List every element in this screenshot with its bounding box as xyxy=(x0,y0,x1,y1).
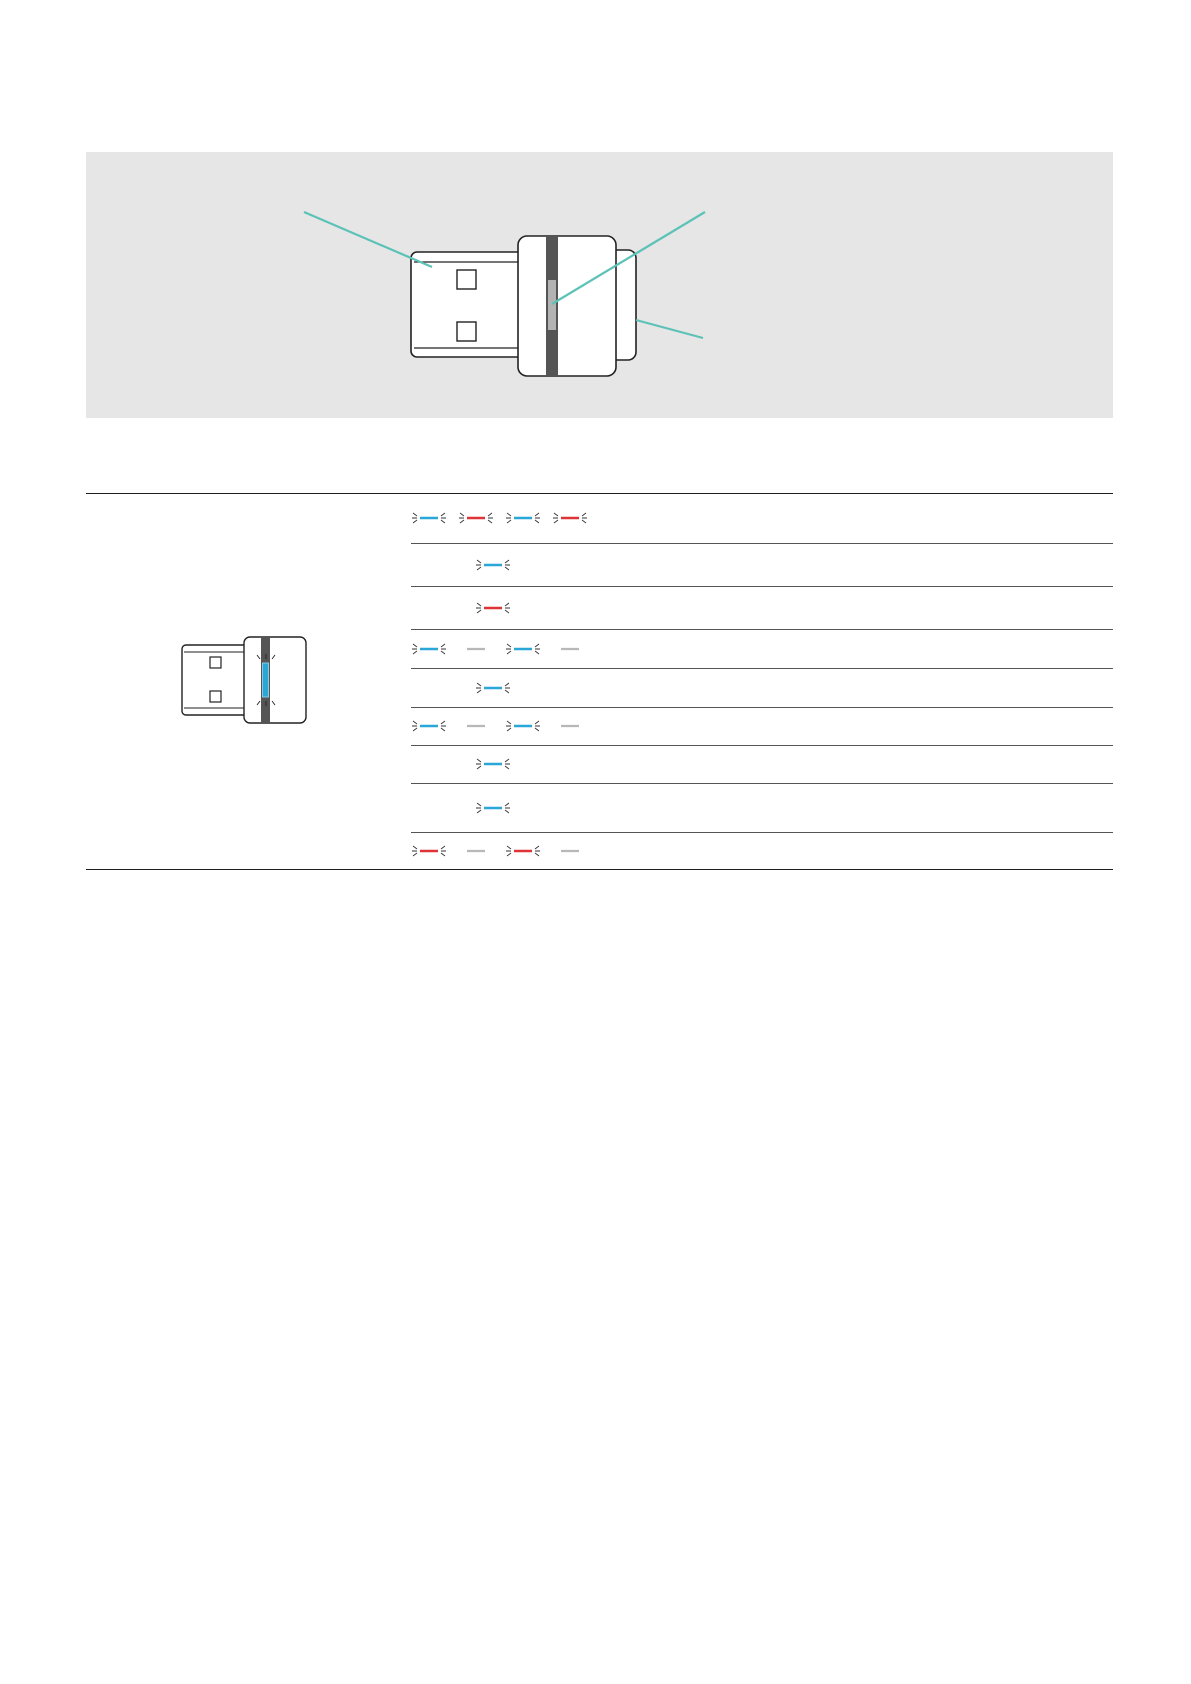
table-bottom-rule xyxy=(86,869,1113,870)
led-blue-flash xyxy=(476,759,510,769)
led-blue-flash xyxy=(506,644,540,654)
housing-callout xyxy=(636,320,703,338)
led-blue-flash xyxy=(476,803,510,813)
usb-connector-callout xyxy=(304,212,432,267)
dongle-led-illustration xyxy=(180,635,310,725)
led xyxy=(548,280,556,330)
usb-contact-hole xyxy=(457,322,476,341)
led-blue-flash xyxy=(506,721,540,731)
led-pattern xyxy=(475,678,675,698)
row-divider xyxy=(411,745,1113,746)
led-blue-flash xyxy=(412,721,446,731)
row-divider xyxy=(411,629,1113,630)
led-pattern xyxy=(411,716,611,736)
led-pattern xyxy=(475,598,675,618)
row-divider xyxy=(411,668,1113,669)
usb-contact-hole xyxy=(210,657,221,668)
led-pattern xyxy=(475,754,675,774)
led-blue-flash xyxy=(506,513,540,523)
usb-contact-hole xyxy=(210,691,221,702)
led-red-flash xyxy=(459,513,493,523)
dongle-illustration xyxy=(86,152,1113,418)
led-status-table xyxy=(86,493,1113,870)
led-blue-flash xyxy=(476,683,510,693)
led-blue-flash xyxy=(476,560,510,570)
led-pattern xyxy=(475,798,675,818)
row-divider xyxy=(411,832,1113,833)
row-divider xyxy=(411,586,1113,587)
table-top-rule xyxy=(86,493,1113,494)
dongle-housing xyxy=(518,236,616,376)
dongle-overview-panel xyxy=(86,152,1113,418)
led-pattern xyxy=(411,841,611,861)
led-red-flash xyxy=(412,846,446,856)
led-pattern xyxy=(411,508,611,528)
led-pattern xyxy=(411,639,611,659)
led-red-flash xyxy=(506,846,540,856)
led-pattern xyxy=(475,555,675,575)
led-red-flash xyxy=(553,513,587,523)
led-red-flash xyxy=(476,603,510,613)
row-divider xyxy=(411,543,1113,544)
row-divider xyxy=(411,783,1113,784)
led-lit xyxy=(263,663,269,697)
led-blue-flash xyxy=(412,513,446,523)
dongle-housing xyxy=(244,637,306,723)
row-divider xyxy=(411,707,1113,708)
led-blue-flash xyxy=(412,644,446,654)
usb-contact-hole xyxy=(457,270,476,289)
